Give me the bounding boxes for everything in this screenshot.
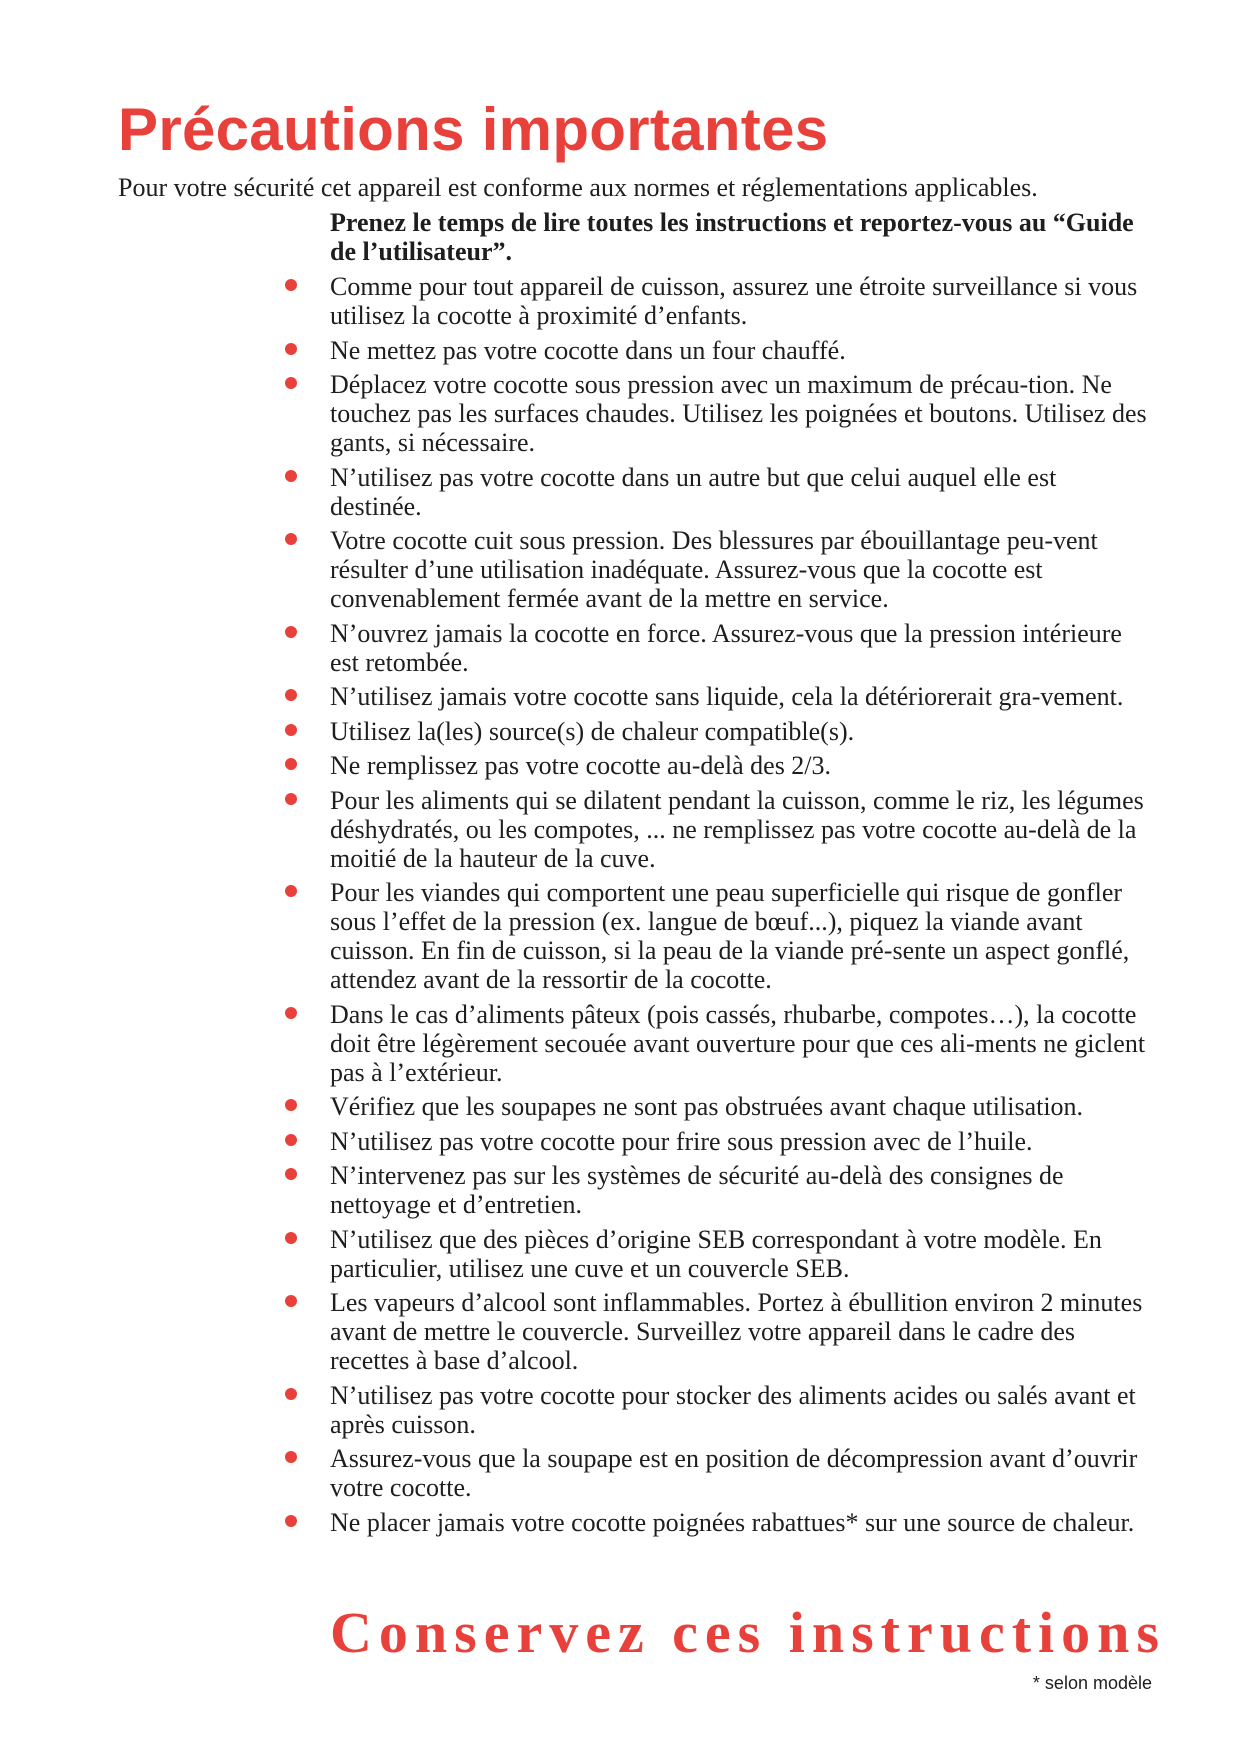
list-item [330, 370, 1152, 457]
list-item-text: N’utilisez que des pièces d’origine SEB correspondant à votre modèle. En particulier, utilisez une cuve et un couvercle SEB. [330, 1224, 1102, 1283]
list-item [330, 1225, 1152, 1283]
instructions-section [330, 208, 1152, 1542]
list-item [330, 1092, 1152, 1121]
precautions-list [330, 272, 1152, 1537]
bullet-icon [285, 1295, 297, 1307]
list-item [330, 619, 1152, 677]
list-item-text: Pour les aliments qui se dilatent pendant la cuisson, comme le riz, les légumes déshydratés, ou les compotes, ... ne remplissez pas votre cocotte au-delà de la moitié de la hauteur de la cuve. [330, 785, 1144, 873]
bullet-icon [285, 1515, 297, 1527]
list-item-text: Ne mettez pas votre cocotte dans un four chauffé. [330, 335, 846, 365]
list-item-text: Votre cocotte cuit sous pression. Des blessures par ébouillantage peu-vent résulter d’une utilisation inadéquate. Assurez-vous que la cocotte est convenablement fermée avant de la mettre en service. [330, 526, 1098, 613]
list-item [330, 463, 1152, 521]
list-item [330, 526, 1152, 613]
list-item [330, 1288, 1152, 1375]
list-item-text: N’ouvrez jamais la cocotte en force. Assurez-vous que la pression intérieure est retombée. [330, 618, 1122, 677]
list-item [330, 1381, 1152, 1439]
bullet-icon [285, 1388, 297, 1400]
bullet-icon [285, 377, 297, 389]
list-item-text: Les vapeurs d’alcool sont inflammables. Portez à ébullition environ 2 minutes avant de mettre le couvercle. Surveillez votre appareil dans le cadre des recettes à base d’alcool. [330, 1288, 1143, 1375]
bullet-icon [285, 793, 297, 805]
list-item-text: Utilisez la(les) source(s) de chaleur compatible(s). [330, 716, 855, 746]
bullet-icon [285, 1232, 297, 1244]
list-item-text: N’intervenez pas sur les systèmes de sécurité au-delà des consignes de nettoyage et d’entretien. [330, 1161, 1064, 1219]
footnote: * selon modèle [1032, 1673, 1152, 1693]
list-item [330, 1508, 1152, 1537]
bullet-icon [285, 885, 297, 897]
bullet-icon [285, 626, 297, 638]
list-item-text: N’utilisez jamais votre cocotte sans liquide, cela la détériorerait gra-vement. [330, 682, 1124, 711]
list-item-text: N’utilisez pas votre cocotte pour frire sous pression avec de l’huile. [330, 1126, 1033, 1156]
list-item [330, 751, 1152, 780]
list-item [330, 717, 1152, 746]
bullet-icon [285, 689, 297, 701]
list-item-text: Dans le cas d’aliments pâteux (pois cassés, rhubarbe, compotes…), la cocotte doit être légèrement secouée avant ouverture pour que ces ali-ments ne giclent pas à l’extérieur. [330, 999, 1146, 1087]
intro-text: Pour votre sécurité cet appareil est conforme aux normes et réglementations applicables. [118, 173, 1038, 202]
list-item-text: Pour les viandes qui comportent une peau superficielle qui risque de gonfler sous l’effet de la pression (ex. langue de bœuf...), piquez la viande avant cuisson. En fin de cuisson, si la peau de la viande pré-sente un aspect gonflé, attendez avant de la ressortir de la cocotte. [330, 878, 1130, 994]
list-item [330, 1161, 1152, 1219]
list-item-text: Assurez-vous que la soupape est en position de décompression avant d’ouvrir votre cocotte. [330, 1444, 1138, 1502]
list-item-text: Ne placer jamais votre cocotte poignées rabattues* sur une source de chaleur. [330, 1507, 1135, 1537]
list-item [330, 878, 1152, 994]
bullet-icon [285, 1168, 297, 1180]
bullet-icon [285, 1451, 297, 1463]
list-item [330, 682, 1152, 711]
bullet-icon [285, 343, 297, 355]
list-item [330, 272, 1152, 330]
bullet-icon [285, 279, 297, 291]
bullet-icon [285, 470, 297, 482]
list-item [330, 786, 1152, 873]
list-item-text: Comme pour tout appareil de cuisson, assurez une étroite surveillance si vous utilisez la cocotte à proximité d’enfants. [330, 272, 1138, 330]
bullet-icon [285, 1007, 297, 1019]
bullet-icon [285, 724, 297, 736]
bullet-icon [285, 1134, 297, 1146]
list-item-text: Ne remplissez pas votre cocotte au-delà des 2/3. [330, 751, 832, 780]
list-item-text: Déplacez votre cocotte sous pression avec un maximum de précau-tion. Ne touchez pas les surfaces chaudes. Utilisez les poignées et boutons. Utilisez des gants, si nécessaire. [330, 370, 1147, 457]
list-item-text: N’utilisez pas votre cocotte pour stocker des aliments acides ou salés avant et après cuisson. [330, 1380, 1136, 1439]
bullet-icon [285, 1099, 297, 1111]
page-title: Précautions importantes [118, 96, 829, 163]
lead-text: Prenez le temps de lire toutes les instructions et reportez-vous au “Guide de l’utilisateur”. [330, 208, 1134, 266]
list-item-text: Vérifiez que les soupapes ne sont pas obstruées avant chaque utilisation. [330, 1092, 1084, 1121]
list-item [330, 1000, 1152, 1087]
bullet-icon [285, 533, 297, 545]
footer-title: Conservez ces instructions [330, 1600, 1167, 1665]
list-item [330, 1127, 1152, 1156]
list-item [330, 336, 1152, 365]
bullet-icon [285, 758, 297, 770]
list-item [330, 1444, 1152, 1502]
list-item-text: N’utilisez pas votre cocotte dans un autre but que celui auquel elle est destinée. [330, 462, 1057, 521]
